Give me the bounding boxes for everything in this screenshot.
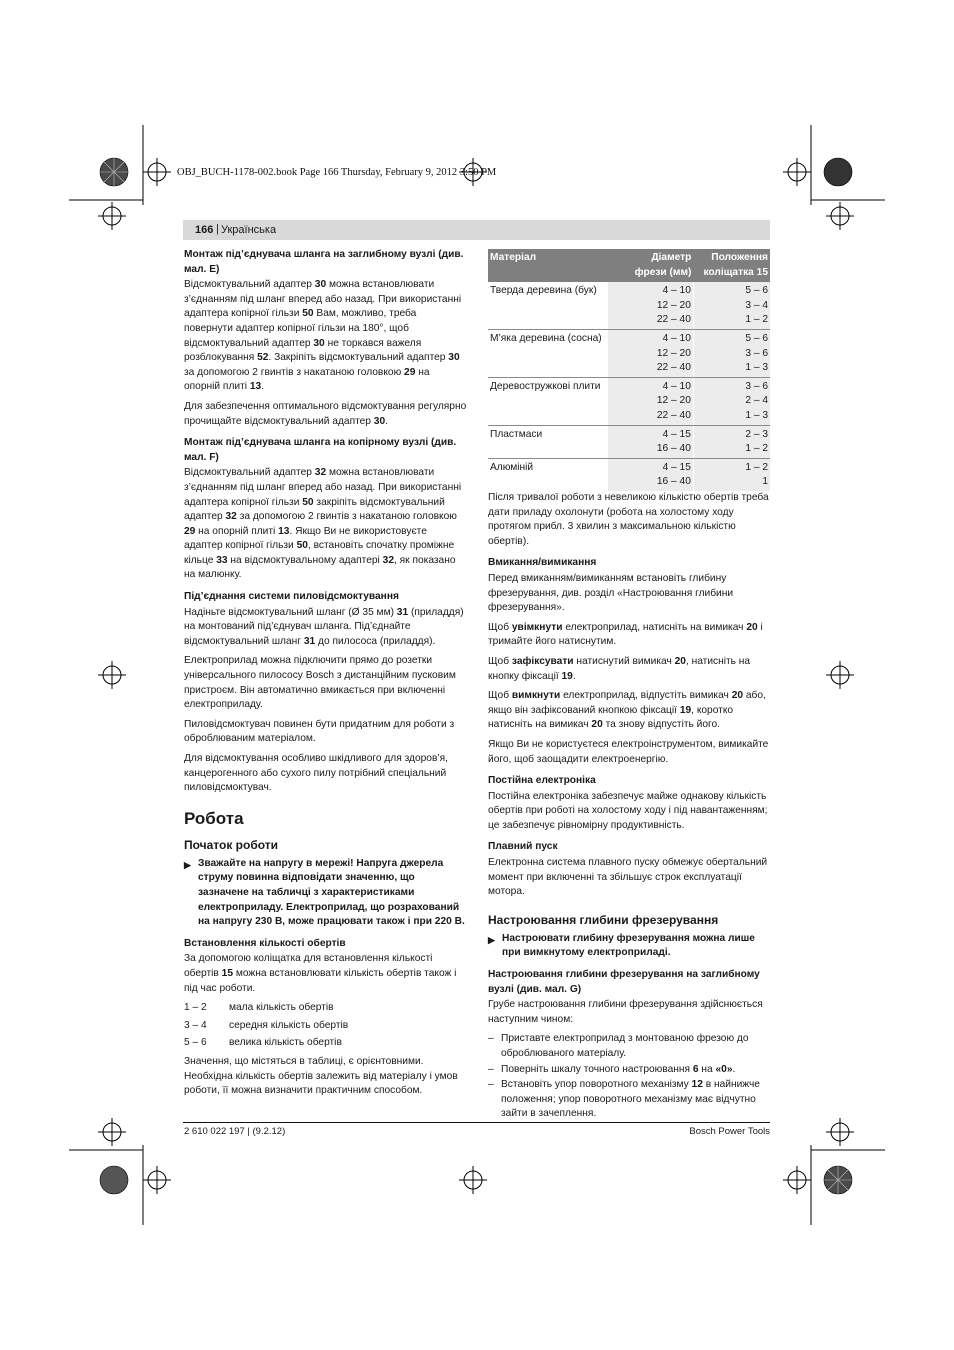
table-cell-material: Тверда деревина (бук) (488, 282, 608, 329)
table-row (488, 377, 770, 425)
header-separator: | (216, 223, 219, 235)
list-item: – Приставте електроприлад з монтованою фрезою до оброблюваного матеріалу. (488, 1032, 770, 1061)
list-item: – Поверніть шкалу точного настроювання 6 на «0». (488, 1063, 770, 1078)
table-cell-diameter: 4 – 10 12 – 20 22 – 40 (608, 377, 694, 425)
speed-label: середня кількість обертів (229, 1019, 349, 1031)
table-cell-material: Пластмаси (488, 425, 608, 458)
section-heading-soft-start: Плавний пуск (488, 841, 558, 853)
section-heading-speed: Встановлення кількості обертів (184, 937, 346, 949)
speed-range: 1 – 2 (184, 1002, 207, 1014)
paragraph: Відсмоктувальний адаптер 30 можна встановлювати з’єднанням під шланг вперед або назад. При використанні адаптера копірної гільзи 50 Вам, можливо, треба повернути адаптер копірної гільзи на 180°, щоб відсмоктувальний адаптер 30 не торкався важеля розблокування 52. Закріпіть відсмоктувальний адаптер 30 за допомогою 2 гвинтів з накатаною головкою 29 на опорній плиті 13. (184, 279, 462, 393)
speed-table (488, 249, 770, 491)
table-cell-material: Деревостружкові плити (488, 377, 608, 425)
dash-bullet: – (488, 1063, 494, 1075)
paragraph: Щоб вимкнути електроприлад, відпустіть вимикач 20 або, якщо він зафіксований кнопкою фіксації 19, коротко натисніть на вимикач 20 та знову відпустіть його. (488, 690, 766, 731)
paragraph: Для відсмоктування особливо шкідливого для здоров’я, канцерогенного або сухого пилу потрібний спеціальний пиловідсмоктувач. (184, 753, 448, 794)
right-column (488, 491, 770, 1123)
section-heading-on-off: Вмикання/вимикання (488, 557, 597, 569)
paragraph: За допомогою коліщатка для встановлення кількості обертів 15 можна встановлювати кількість обертів також і під час роботи. (184, 953, 457, 994)
table-header-row (488, 249, 770, 282)
paragraph: Для забезпечення оптимального відсмоктування регулярно прочищайте відсмоктувальний адаптер 30. (184, 400, 467, 427)
speed-label: мала кількість обертів (229, 1002, 334, 1014)
section-heading-constant-electronics: Постійна електроніка (488, 775, 596, 787)
chapter-title: Робота (184, 808, 244, 828)
table-cell-diameter: 4 – 15 16 – 40 (608, 458, 694, 491)
paragraph: Значення, що містяться в таблиці, є орієнтовними. Необхідна кількість обертів залежить від матеріалу і умов роботи, її можна визначити практичним способом. (184, 1055, 458, 1097)
section-heading-hose-copy: Монтаж під’єднувача шланга на копірному вузлі (див. мал. F) (184, 437, 457, 463)
section-heading-hose-plunge: Монтаж під’єднувача шланга на заглибному вузлі (див. мал. E) (184, 249, 464, 275)
footer-rule (183, 1122, 770, 1123)
paragraph: Надіньте відсмоктувальний шланг (Ø 35 мм) 31 (приладдя) на монтований під’єднувач шланга. Під’єднайте відсмоктувальний шланг 31 до пилососа (приладдя). (184, 606, 464, 647)
table-row (488, 329, 770, 377)
table-header-position: Положення коліщатка 15 (693, 249, 770, 282)
warning-text: Зважайте на напругу в мережі! Напруга джерела струму повинна відповідати значенню, що зазначене на табличці з характеристиками електроприладу. Електроприлад, що розрахований на напругу 230 В, може працювати також і при 220 В. (198, 857, 465, 928)
speed-level-item (184, 1036, 468, 1051)
speed-range: 5 – 6 (184, 1037, 207, 1049)
header-language: Українська (221, 224, 277, 236)
table-row (488, 458, 770, 491)
table-cell-position: 5 – 6 3 – 4 1 – 2 (693, 282, 770, 329)
subsection-title-depth: Настроювання глибини фрезерування (488, 912, 719, 927)
warning-text: Настроювати глибину фрезерування можна лише при вимкнутому електроприладі. (502, 932, 755, 959)
warning-block (488, 932, 770, 961)
table-cell-material: М’яка деревина (сосна) (488, 329, 608, 377)
table-header-diameter: Діаметр фрези (мм) (608, 249, 694, 282)
speed-range: 3 – 4 (184, 1019, 207, 1031)
speed-level-item (184, 1001, 468, 1016)
table-row (488, 425, 770, 458)
dash-bullet: – (488, 1079, 494, 1091)
dash-bullet: – (488, 1033, 494, 1045)
paragraph: Постійна електроніка забезпечує майже однакову кількість обертів при роботі на холостому ходу і під навантаженням; це забезпечує рівномірну продуктивність. (488, 790, 768, 831)
footer-doc-number: 2 610 022 197 | (9.2.12) (184, 1126, 286, 1137)
table-cell-diameter: 4 – 10 12 – 20 22 – 40 (608, 329, 694, 377)
warning-triangle-icon: ▶ (488, 934, 495, 945)
section-heading-depth-plunge: Настроювання глибини фрезерування на заглибному вузлі (див. мал. G) (488, 969, 760, 995)
footer-brand: Bosch Power Tools (689, 1126, 770, 1137)
table-row (488, 282, 770, 329)
paragraph: Грубе настроювання глибини фрезерування здійснюється наступним чином: (488, 999, 763, 1025)
table-header-material: Матеріал (488, 249, 608, 282)
table-cell-position: 2 – 3 1 – 2 (693, 425, 770, 458)
paragraph: Щоб зафіксувати натиснутий вимикач 20, натисніть на кнопку фіксації 19. (488, 655, 751, 682)
paragraph: Відсмоктувальний адаптер 32 можна встановлювати з’єднанням під шланг вперед або назад. При використанні адаптера копірної гільзи 50 закріпіть відсмоктувальний адаптер 32 за допомогою 2 гвинтів з накатаною головкою 29 на опорній плиті 13. Якщо Ви не використовуєте адаптер копірної гільзи 50, встановіть спочатку проміжне кільце 33 на відсмоктувальному адаптері 32, як показано на малюнку. (184, 467, 462, 581)
table-cell-diameter: 4 – 10 12 – 20 22 – 40 (608, 282, 694, 329)
table-cell-diameter: 4 – 15 16 – 40 (608, 425, 694, 458)
speed-label: велика кількість обертів (229, 1037, 342, 1049)
table-cell-position: 5 – 6 3 – 6 1 – 3 (693, 329, 770, 377)
section-heading-dust-extraction: Під’єднання системи пиловідсмоктування (184, 591, 399, 603)
subsection-title-start: Початок роботи (184, 837, 279, 852)
warning-triangle-icon: ▶ (184, 859, 191, 870)
table-cell-position: 3 – 6 2 – 4 1 – 3 (693, 377, 770, 425)
left-column (184, 248, 468, 1104)
paragraph: Після тривалої роботи з невеликою кількістю обертів треба дати приладу охолонути (робота на холостому ходу протягом прибл. 3 хвилин з максимальною кількістю обертів). (488, 492, 769, 547)
paragraph: Щоб увімкнути електроприлад, натисніть на вимикач 20 і тримайте його натиснутим. (488, 621, 763, 648)
table-cell-material: Алюміній (490, 461, 534, 473)
table-cell-position: 1 – 2 1 (693, 458, 770, 491)
paragraph: Електронна система плавного пуску обмежує обертальний момент при включенні та збільшує строк експлуатації мотора. (488, 857, 768, 898)
paragraph: Якщо Ви не користуєтеся електроінструментом, вимикайте його, щоб заощадити електроенергію. (488, 738, 769, 765)
paragraph: Пиловідсмоктувач повинен бути придатним для роботи з оброблюваним матеріалом. (184, 718, 455, 745)
warning-block (184, 857, 468, 930)
paragraph: Перед вмиканням/вимиканням встановіть глибину фрезерування, див. розділ «Настроювання глибини фрезерування». (488, 572, 734, 614)
list-item: – Встановіть упор поворотного механізму 12 в найнижче положення; упор поворотного механізму має відчутно зайти в зачеплення. (488, 1078, 770, 1122)
slug-line: OBJ_BUCH-1178-002.book Page 166 Thursday, February 9, 2012 3:50 PM (177, 167, 497, 178)
page-number: 166 (195, 224, 214, 236)
paragraph: Електроприлад можна підключити прямо до розетки універсального пилососу Bosch з дистанційним пусковим пристроєм. Він автоматично вмикається при включенні електроприладу. (184, 655, 456, 711)
speed-level-item (184, 1019, 468, 1034)
